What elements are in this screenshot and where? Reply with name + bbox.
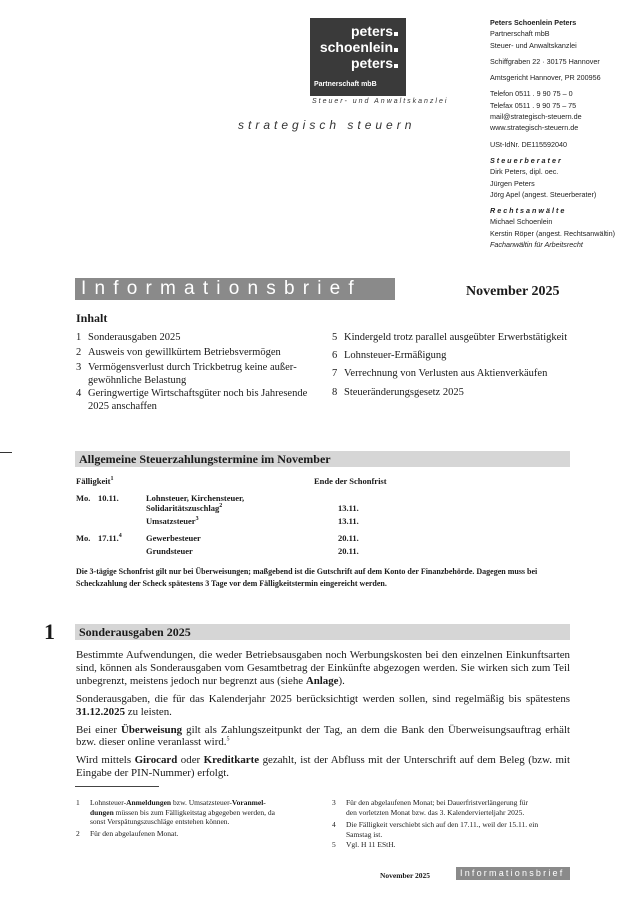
company-logo <box>310 18 406 96</box>
footnote-divider <box>75 786 159 787</box>
emphasis: Kreditkarte <box>203 754 260 767</box>
logo-text: schoenlein <box>319 39 393 55</box>
column-header <box>76 476 113 486</box>
toc-text: Lohnsteuer-Ermäßigung <box>344 350 447 361</box>
footnote-ref: 2 <box>219 503 223 510</box>
firm-fax: Telefax 0511 . 9 90 75 – 75 <box>490 100 577 110</box>
text: müssen bis zum Fälligkeitstag abgegeben werden, da <box>113 807 275 817</box>
toc-text: Ausweis von gewillkürtem Betriebsvermögen <box>88 347 281 358</box>
text: den vorletzten Monat bzw. das 3. Kalendervierteljahr 2025. <box>346 807 525 817</box>
firm-info <box>490 17 636 250</box>
table-cell: Mo. <box>76 533 91 543</box>
logo-text: peters <box>350 55 393 71</box>
advisor-name: Jürgen Peters <box>490 178 535 188</box>
emphasis: Überweisung <box>121 723 183 736</box>
footnote-number: 3 <box>332 798 336 807</box>
text: Lohnsteuer- <box>90 798 127 807</box>
text: Wird mittels <box>76 754 135 767</box>
text: gilt als Zahlungszeitpunkt der Tag, an dem die Bank den Überweisungsauftrag erhält bzw. dieser online veranlasst wird. <box>76 723 570 749</box>
table-cell <box>98 533 122 543</box>
footnote-ref: 4 <box>118 533 122 540</box>
table-cell: Lohnsteuer, Kirchensteuer, <box>146 493 245 503</box>
table-cell <box>146 503 222 513</box>
fold-mark <box>0 452 12 453</box>
firm-web[interactable]: www.strategisch-steuern.de <box>490 123 579 133</box>
toc-text: Sonderausgaben 2025 <box>88 332 181 343</box>
column-header-text: Fälligkeit <box>76 476 111 486</box>
firm-court: Amtsgericht Hannover, PR 200956 <box>490 73 601 83</box>
table-cell: Grundsteuer <box>146 546 193 556</box>
paragraph <box>76 754 570 780</box>
text: Sonderausgaben, die für das Kalenderjahr 2025 berücksichtigt werden sollen, sind regelmäßig bis spätestens <box>76 692 570 705</box>
text: zu leisten. <box>125 705 172 718</box>
footnote-ref: 3 <box>195 516 199 523</box>
emphasis: 31.12.2025 <box>76 705 126 718</box>
emphasis: Anlage <box>305 674 339 687</box>
text: oder <box>177 754 204 767</box>
lawyer-specialty: Fachanwältin für Arbeitsrecht <box>490 240 583 250</box>
toc-text: Geringwertige Wirtschaftsgüter noch bis Jahresende 2025 anschaffen <box>88 388 308 412</box>
table-cell: 13.11. <box>338 516 359 526</box>
logo-company: Partnerschaft mbB <box>314 81 377 88</box>
footnote-ref: 1 <box>110 476 114 483</box>
text: bzw. Umsatzsteuer- <box>171 798 232 807</box>
table-cell: 13.11. <box>338 503 359 513</box>
lawyer-name: Kerstin Röper (angest. Rechtsanwältin) <box>490 228 616 238</box>
issue-date: November 2025 <box>466 284 560 299</box>
firm-ust: USt-IdNr. DE115592040 <box>490 139 567 149</box>
paragraph <box>76 649 570 688</box>
lawyers-heading: Rechtsanwälte <box>490 206 567 216</box>
toc-text: Steueränderungsgesetz 2025 <box>344 387 464 398</box>
footer-banner: Informationsbrief <box>456 867 570 880</box>
table-note: Die 3-tägige Schonfrist gilt nur bei Überweisungen; maßgebend ist die Gutschrift auf dem Konto der Finanzbehörde. Dagegen muss bei Scheckzahlung der Scheck spätestens 3 Tage vor dem Fälligkeitstermin eingereicht werden. <box>76 567 538 588</box>
text: sonst Verspätungszuschläge entstehen können. <box>90 817 230 826</box>
footnote-number: 4 <box>332 820 336 829</box>
table-cell-text: Solidaritätszuschlag <box>146 503 220 513</box>
toc-num: 7 <box>332 368 338 379</box>
column-header: Ende der Schonfrist <box>314 476 387 486</box>
table-cell: 20.11. <box>338 533 359 543</box>
firm-name: Peters Schoenlein Peters <box>490 18 577 27</box>
toc-num: 4 <box>76 388 82 399</box>
toc-num: 6 <box>332 350 338 361</box>
text: gezahlt, ist der Abfluss mit der Unterschrift auf dem Beleg (bzw. mit Eingabe der PIN-Nummer) erfolgt. <box>76 754 570 780</box>
advisors-heading: Steuerberater <box>490 155 563 165</box>
footnote-text: Vgl. H 11 EStH. <box>346 840 396 849</box>
text: ). <box>338 674 345 687</box>
advisor-name: Jörg Apel (angest. Steuerberater) <box>490 189 597 199</box>
firm-address: Schiffgraben 22 · 30175 Hannover <box>490 56 600 66</box>
footnote-number: 5 <box>332 840 336 849</box>
footnote-ref: 5 <box>226 736 230 743</box>
newsletter-banner: Informationsbrief <box>75 278 395 300</box>
table-cell <box>146 516 199 526</box>
table-cell: Gewerbesteuer <box>146 533 201 543</box>
footnote-number: 2 <box>76 829 80 838</box>
text: Bei einer <box>76 723 121 736</box>
toc-title: Inhalt <box>76 311 108 325</box>
section-body <box>76 649 570 785</box>
slogan: strategisch steuern <box>238 118 416 132</box>
text: Bestimmte Aufwendungen, die weder Betriebsausgaben noch Werbungskosten bei den einzelnen Einkunftsarten sind, können als Sonderausgaben vom Gesamtbetrag der Einkünfte abgezogen werden. Sie wirken sich zum Teil unbegrenzt, meistens jedoch nur begrenzt aus (siehe <box>76 649 570 687</box>
emphasis: Anmeldungen <box>126 798 172 807</box>
text: Für den abgelaufenen Monat; bei Dauerfristverlängerung für <box>346 798 529 807</box>
toc-num: 1 <box>76 332 82 343</box>
footer-date: November 2025 <box>380 871 431 880</box>
firm-type: Partnerschaft mbB <box>490 29 550 39</box>
firm-phone: Telefon 0511 . 9 90 75 – 0 <box>490 89 573 99</box>
logo-text: peters <box>350 23 393 39</box>
firm-kind: Steuer- und Anwaltskanzlei <box>490 40 577 50</box>
table-cell-text: 17.11. <box>98 533 119 543</box>
section-number: 1 <box>44 619 55 644</box>
emphasis: Voranmel- <box>231 798 266 807</box>
logo-subtitle: Steuer- und Anwaltskanzlei <box>312 98 449 105</box>
table-cell: Mo. <box>76 493 91 503</box>
table-cell: 10.11. <box>98 493 119 503</box>
lawyer-name: Michael Schoenlein <box>490 217 553 227</box>
section-heading: Allgemeine Steuerzahlungstermine im November <box>75 451 570 467</box>
toc-text: Verrechnung von Verlusten aus Aktienverkäufen <box>344 368 548 379</box>
table-cell: 20.11. <box>338 546 359 556</box>
section-heading: Sonderausgaben 2025 <box>75 624 570 640</box>
toc-num: 3 <box>76 362 82 373</box>
paragraph <box>76 693 570 719</box>
toc-num: 2 <box>76 347 82 358</box>
footnote-number: 1 <box>76 798 80 807</box>
emphasis: Girocard <box>134 754 178 767</box>
firm-email[interactable]: mail@strategisch-steuern.de <box>490 112 582 122</box>
toc-text: Vermögensverlust durch Trickbetrug keine außergewöhnliche Belastung <box>88 362 297 386</box>
table-cell-text: Umsatzsteuer <box>146 516 196 526</box>
toc-num: 5 <box>332 332 338 343</box>
paragraph <box>76 724 570 750</box>
toc-text: Kindergeld trotz parallel ausgeübter Erwerbstätigkeit <box>344 332 568 343</box>
advisor-name: Dirk Peters, dipl. oec. <box>490 167 559 177</box>
text: Samstag ist. <box>346 829 383 839</box>
emphasis: dungen <box>90 807 114 817</box>
footnote-text: Für den abgelaufenen Monat. <box>90 829 179 838</box>
toc-num: 8 <box>332 387 338 398</box>
text: Die Fälligkeit verschiebt sich auf den 17.11., weil der 15.11. ein <box>346 820 539 829</box>
